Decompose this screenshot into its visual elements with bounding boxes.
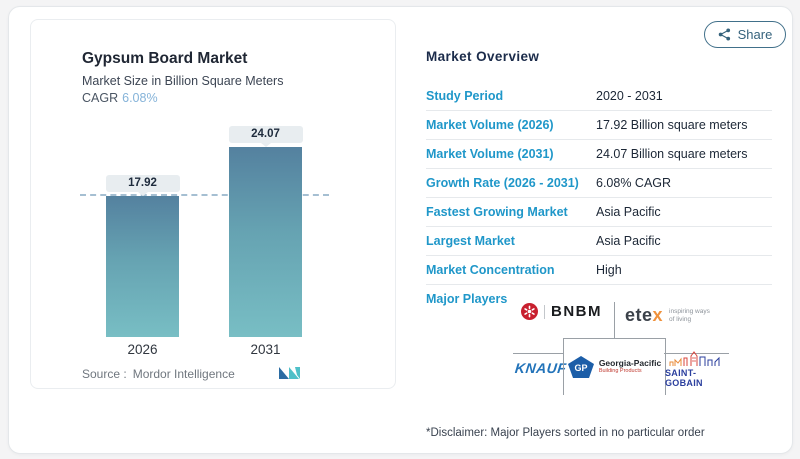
overview-row-value: 2020 - 2031 [596, 89, 663, 103]
disclaimer-text: *Disclaimer: Major Players sorted in no particular order [426, 427, 705, 439]
etex-x: x [652, 305, 664, 325]
overview-row-value: Asia Pacific [596, 234, 661, 248]
x-axis-label-2031: 2031 [250, 342, 281, 357]
overview-title: Market Overview [426, 49, 540, 64]
overview-row-label: Largest Market [426, 234, 515, 248]
bnbm-wordmark: BNBM [551, 303, 602, 320]
etex-prefix: ete [625, 305, 653, 325]
chart-title: Gypsum Board Market [82, 50, 248, 67]
saint-gobain-wordmark: SAINT-GOBAIN [665, 368, 703, 388]
source-label: Source : [82, 367, 127, 381]
overview-row-label: Market Concentration [426, 263, 555, 277]
logo-grid-divider [614, 302, 615, 338]
main-card [8, 6, 793, 454]
overview-row [426, 140, 772, 169]
overview-row [426, 256, 772, 285]
georgia-pacific-icon [568, 356, 594, 378]
x-axis-label-2026: 2026 [127, 342, 158, 357]
logo-bnbm [521, 303, 602, 320]
etex-tagline-line1: inspiring ways [669, 308, 710, 315]
chart-card [30, 19, 396, 389]
bar-group-2031 [229, 126, 302, 337]
major-players-logos [481, 296, 791, 408]
bar-value-label-2031: 24.07 [229, 126, 303, 143]
mordor-intelligence-logo-icon [278, 364, 302, 380]
bnbm-icon [521, 303, 538, 320]
bar-group-2026 [106, 175, 179, 337]
etex-wordmark [625, 305, 663, 326]
etex-tagline [669, 308, 710, 323]
overview-row-label: Market Volume (2026) [426, 118, 554, 132]
overview-row-value: Asia Pacific [596, 205, 661, 219]
bar-value-label-2026: 17.92 [106, 175, 180, 192]
bar-2026 [106, 196, 179, 337]
georgia-pacific-subtext: Building Products [598, 368, 642, 374]
overview-row [426, 198, 772, 227]
share-button-label: Share [737, 27, 773, 42]
source-name: Mordor Intelligence [132, 367, 235, 381]
cagr-label: CAGR [82, 91, 119, 105]
overview-row-value: 24.07 Billion square meters [596, 147, 748, 161]
logo-grid-line-left [513, 353, 563, 354]
svg-text:GP: GP [574, 363, 588, 373]
georgia-pacific-wordmark: Georgia-Pacific [598, 358, 662, 368]
logo-knauf: KNAUF [514, 360, 568, 376]
chart-subtitle: Market Size in Billion Square Meters [82, 74, 284, 88]
overview-row-value: High [596, 263, 622, 277]
cagr-value: 6.08% [122, 91, 158, 105]
bar-2031 [229, 147, 302, 337]
logo-etex [625, 305, 710, 326]
logo-georgia-pacific [563, 338, 666, 395]
share-button[interactable] [704, 21, 786, 48]
share-icon [718, 28, 731, 41]
overview-row-value: 6.08% CAGR [596, 176, 672, 190]
overview-row-label: Study Period [426, 89, 504, 103]
georgia-pacific-text [599, 359, 661, 375]
overview-row-label: Fastest Growing Market [426, 205, 568, 219]
overview-row [426, 227, 772, 256]
overview-row-value: 17.92 Billion square meters [596, 118, 748, 132]
overview-row [426, 111, 772, 140]
logo-saint-gobain [665, 350, 731, 388]
etex-tagline-line2: of living [669, 315, 692, 323]
source-line [82, 367, 235, 381]
chart-cagr [82, 91, 158, 105]
overview-row [426, 169, 772, 198]
bnbm-separator [544, 305, 545, 319]
overview-row-label: Market Volume (2031) [426, 147, 554, 161]
saint-gobain-skyline-icon [669, 350, 727, 367]
overview-table [426, 82, 772, 313]
overview-row-label: Growth Rate (2026 - 2031) [426, 176, 579, 190]
overview-row-label: Major Players [426, 292, 508, 306]
overview-row [426, 82, 772, 111]
